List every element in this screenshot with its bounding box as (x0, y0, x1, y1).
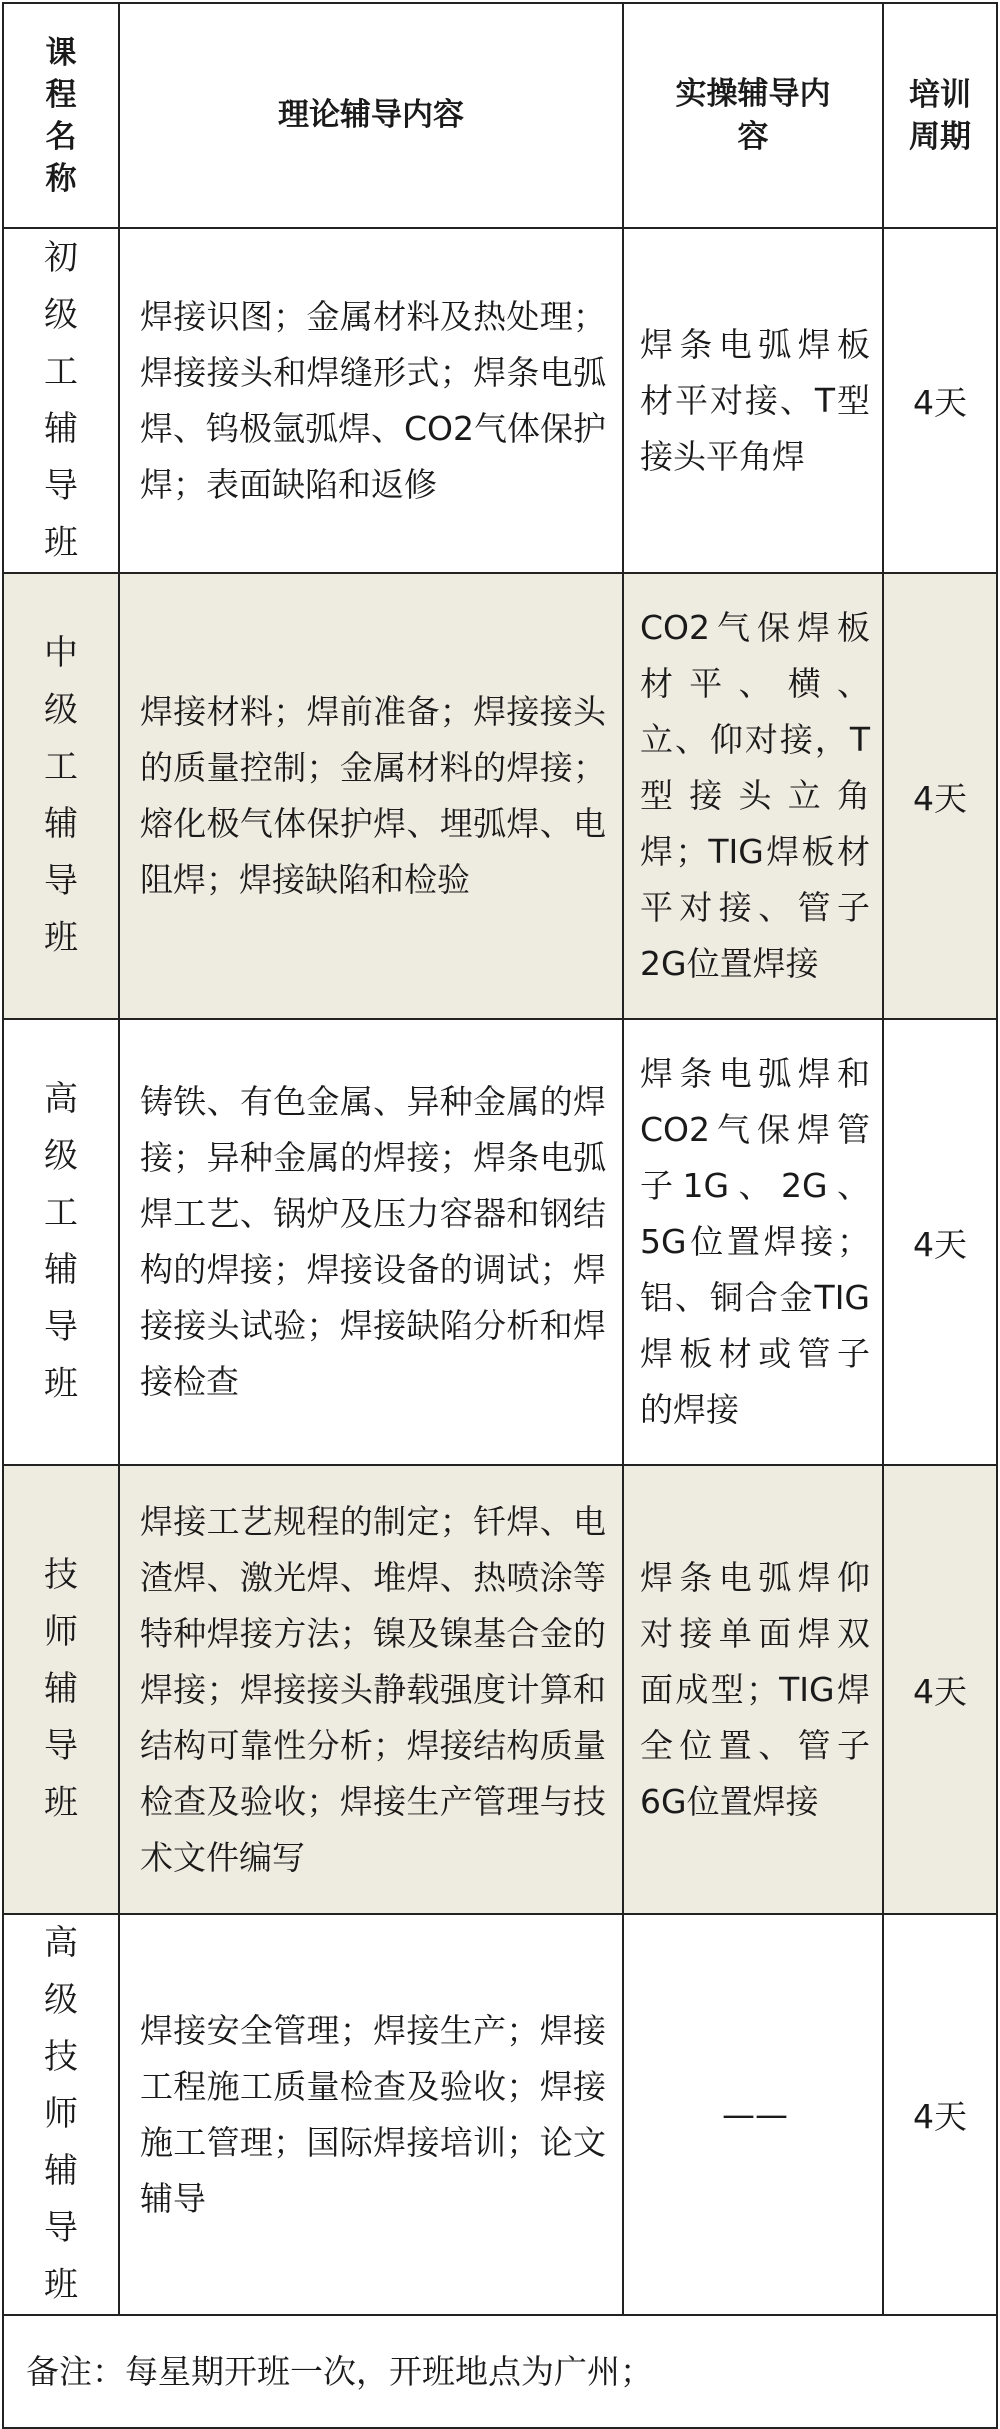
header-course-name: 课程名称 (3, 3, 119, 228)
header-practice: 实操辅导内容 (623, 3, 883, 228)
period-cell: 4天 (883, 1019, 997, 1465)
practice-cell: 焊条电弧焊仰对接单面焊双面成型；TIG焊全位置、管子6G位置焊接 (623, 1465, 883, 1914)
note-row (3, 2315, 997, 2428)
period-cell: 4天 (883, 1914, 997, 2315)
course-name-cell: 中级工辅导班 (3, 573, 119, 1019)
table-header-row (3, 3, 997, 228)
course-table (2, 2, 998, 2429)
practice-cell: 焊条电弧焊和CO2气保焊管子1G、2G、5G位置焊接；铝、铜合金TIG焊板材或管子的焊接 (623, 1019, 883, 1465)
header-theory: 理论辅导内容 (119, 3, 623, 228)
theory-cell: 焊接工艺规程的制定；钎焊、电渣焊、激光焊、堆焊、热喷涂等特种焊接方法；镍及镍基合金的焊接；焊接接头静载强度计算和结构可靠性分析；焊接结构质量检查及验收；焊接生产管理与技术文件编写 (119, 1465, 623, 1914)
course-name-cell: 高级技师辅导班 (3, 1914, 119, 2315)
table-row (3, 1465, 997, 1914)
practice-cell: CO2气保焊板材平、横、立、仰对接，T型接头立角焊；TIG焊板材平对接、管子2G位置焊接 (623, 573, 883, 1019)
period-cell: 4天 (883, 228, 997, 573)
header-period: 培训周期 (883, 3, 997, 228)
period-cell: 4天 (883, 573, 997, 1019)
table-row (3, 228, 997, 573)
practice-cell: 焊条电弧焊板材平对接、T型接头平角焊 (623, 228, 883, 573)
course-name-cell: 技师辅导班 (3, 1465, 119, 1914)
theory-cell: 焊接识图；金属材料及热处理；焊接接头和焊缝形式；焊条电弧焊、钨极氩弧焊、CO2气体保护焊；表面缺陷和返修 (119, 228, 623, 573)
theory-cell: 焊接安全管理；焊接生产；焊接工程施工质量检查及验收；焊接施工管理；国际焊接培训；论文辅导 (119, 1914, 623, 2315)
table-row (3, 573, 997, 1019)
note-text: 备注：每星期开班一次，开班地点为广州； (3, 2315, 997, 2428)
course-name-cell: 高级工辅导班 (3, 1019, 119, 1465)
table-row (3, 1914, 997, 2315)
table-row (3, 1019, 997, 1465)
theory-cell: 焊接材料；焊前准备；焊接接头的质量控制；金属材料的焊接；熔化极气体保护焊、埋弧焊、电阻焊；焊接缺陷和检验 (119, 573, 623, 1019)
theory-cell: 铸铁、有色金属、异种金属的焊接；异种金属的焊接；焊条电弧焊工艺、锅炉及压力容器和钢结构的焊接；焊接设备的调试；焊接接头试验；焊接缺陷分析和焊接检查 (119, 1019, 623, 1465)
course-name-cell: 初级工辅导班 (3, 228, 119, 573)
practice-cell: —— (623, 1914, 883, 2315)
period-cell: 4天 (883, 1465, 997, 1914)
